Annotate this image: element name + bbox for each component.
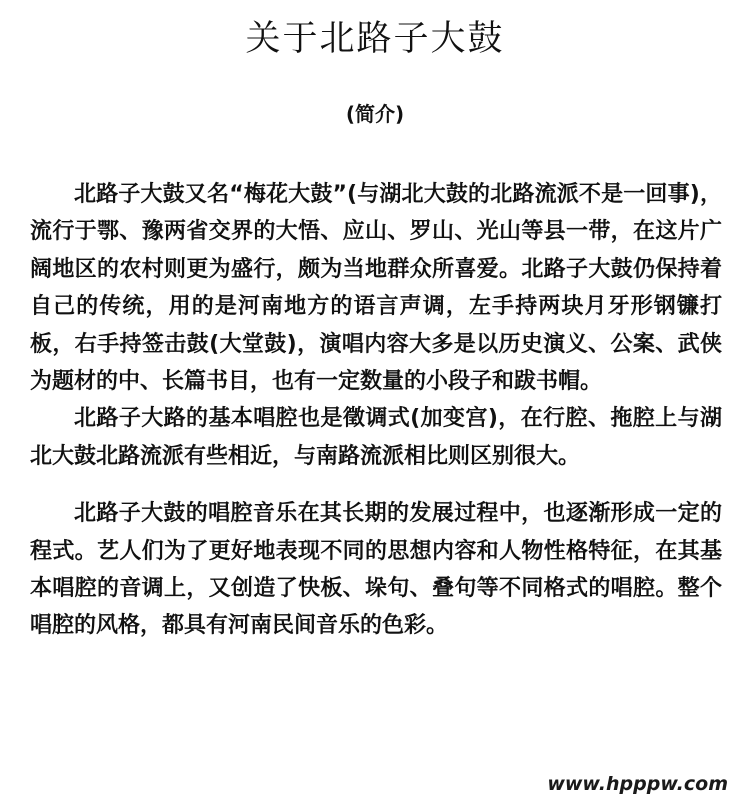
page-subtitle: (简介) xyxy=(345,102,405,126)
watermark-url: www.hpppw.com xyxy=(547,773,728,795)
page-title: 关于北路子大鼓 xyxy=(245,19,505,59)
paragraph-2: 北路子大路的基本唱腔也是徵调式(加变宫)，在行腔、拖腔上与湖北大鼓北路流派有些相近，与南路流派相比则区别很大。 xyxy=(30,406,722,469)
paragraph-3: 北路子大鼓的唱腔音乐在其长期的发展过程中，也逐渐形成一定的程式。艺人们为了更好地表现不同的思想内容和人物性格特征，在其基本唱腔的音调上，又创造了快板、垛句、叠句等不同格式的唱腔。整个唱腔的风格，都具有河南民间音乐的色彩。 xyxy=(30,501,722,639)
paragraph-1: 北路子大鼓又名“梅花大鼓”(与湖北大鼓的北路流派不是一回事)，流行于鄂、豫两省交界的大悟、应山、罗山、光山等县一带，在这片广阔地区的农村则更为盛行，颇为当地群众所喜爱。北路子大鼓仍保持着自己的传统，用的是河南地方的语言声调，左手持两块月牙形钢镰打板，右手持签击鼓(大堂鼓)，演唱内容大多是以历史演义、公案、武侠为题材的中、长篇书目，也有一定数量的小段子和跋书帽。 xyxy=(30,182,722,395)
document-body xyxy=(30,176,722,645)
